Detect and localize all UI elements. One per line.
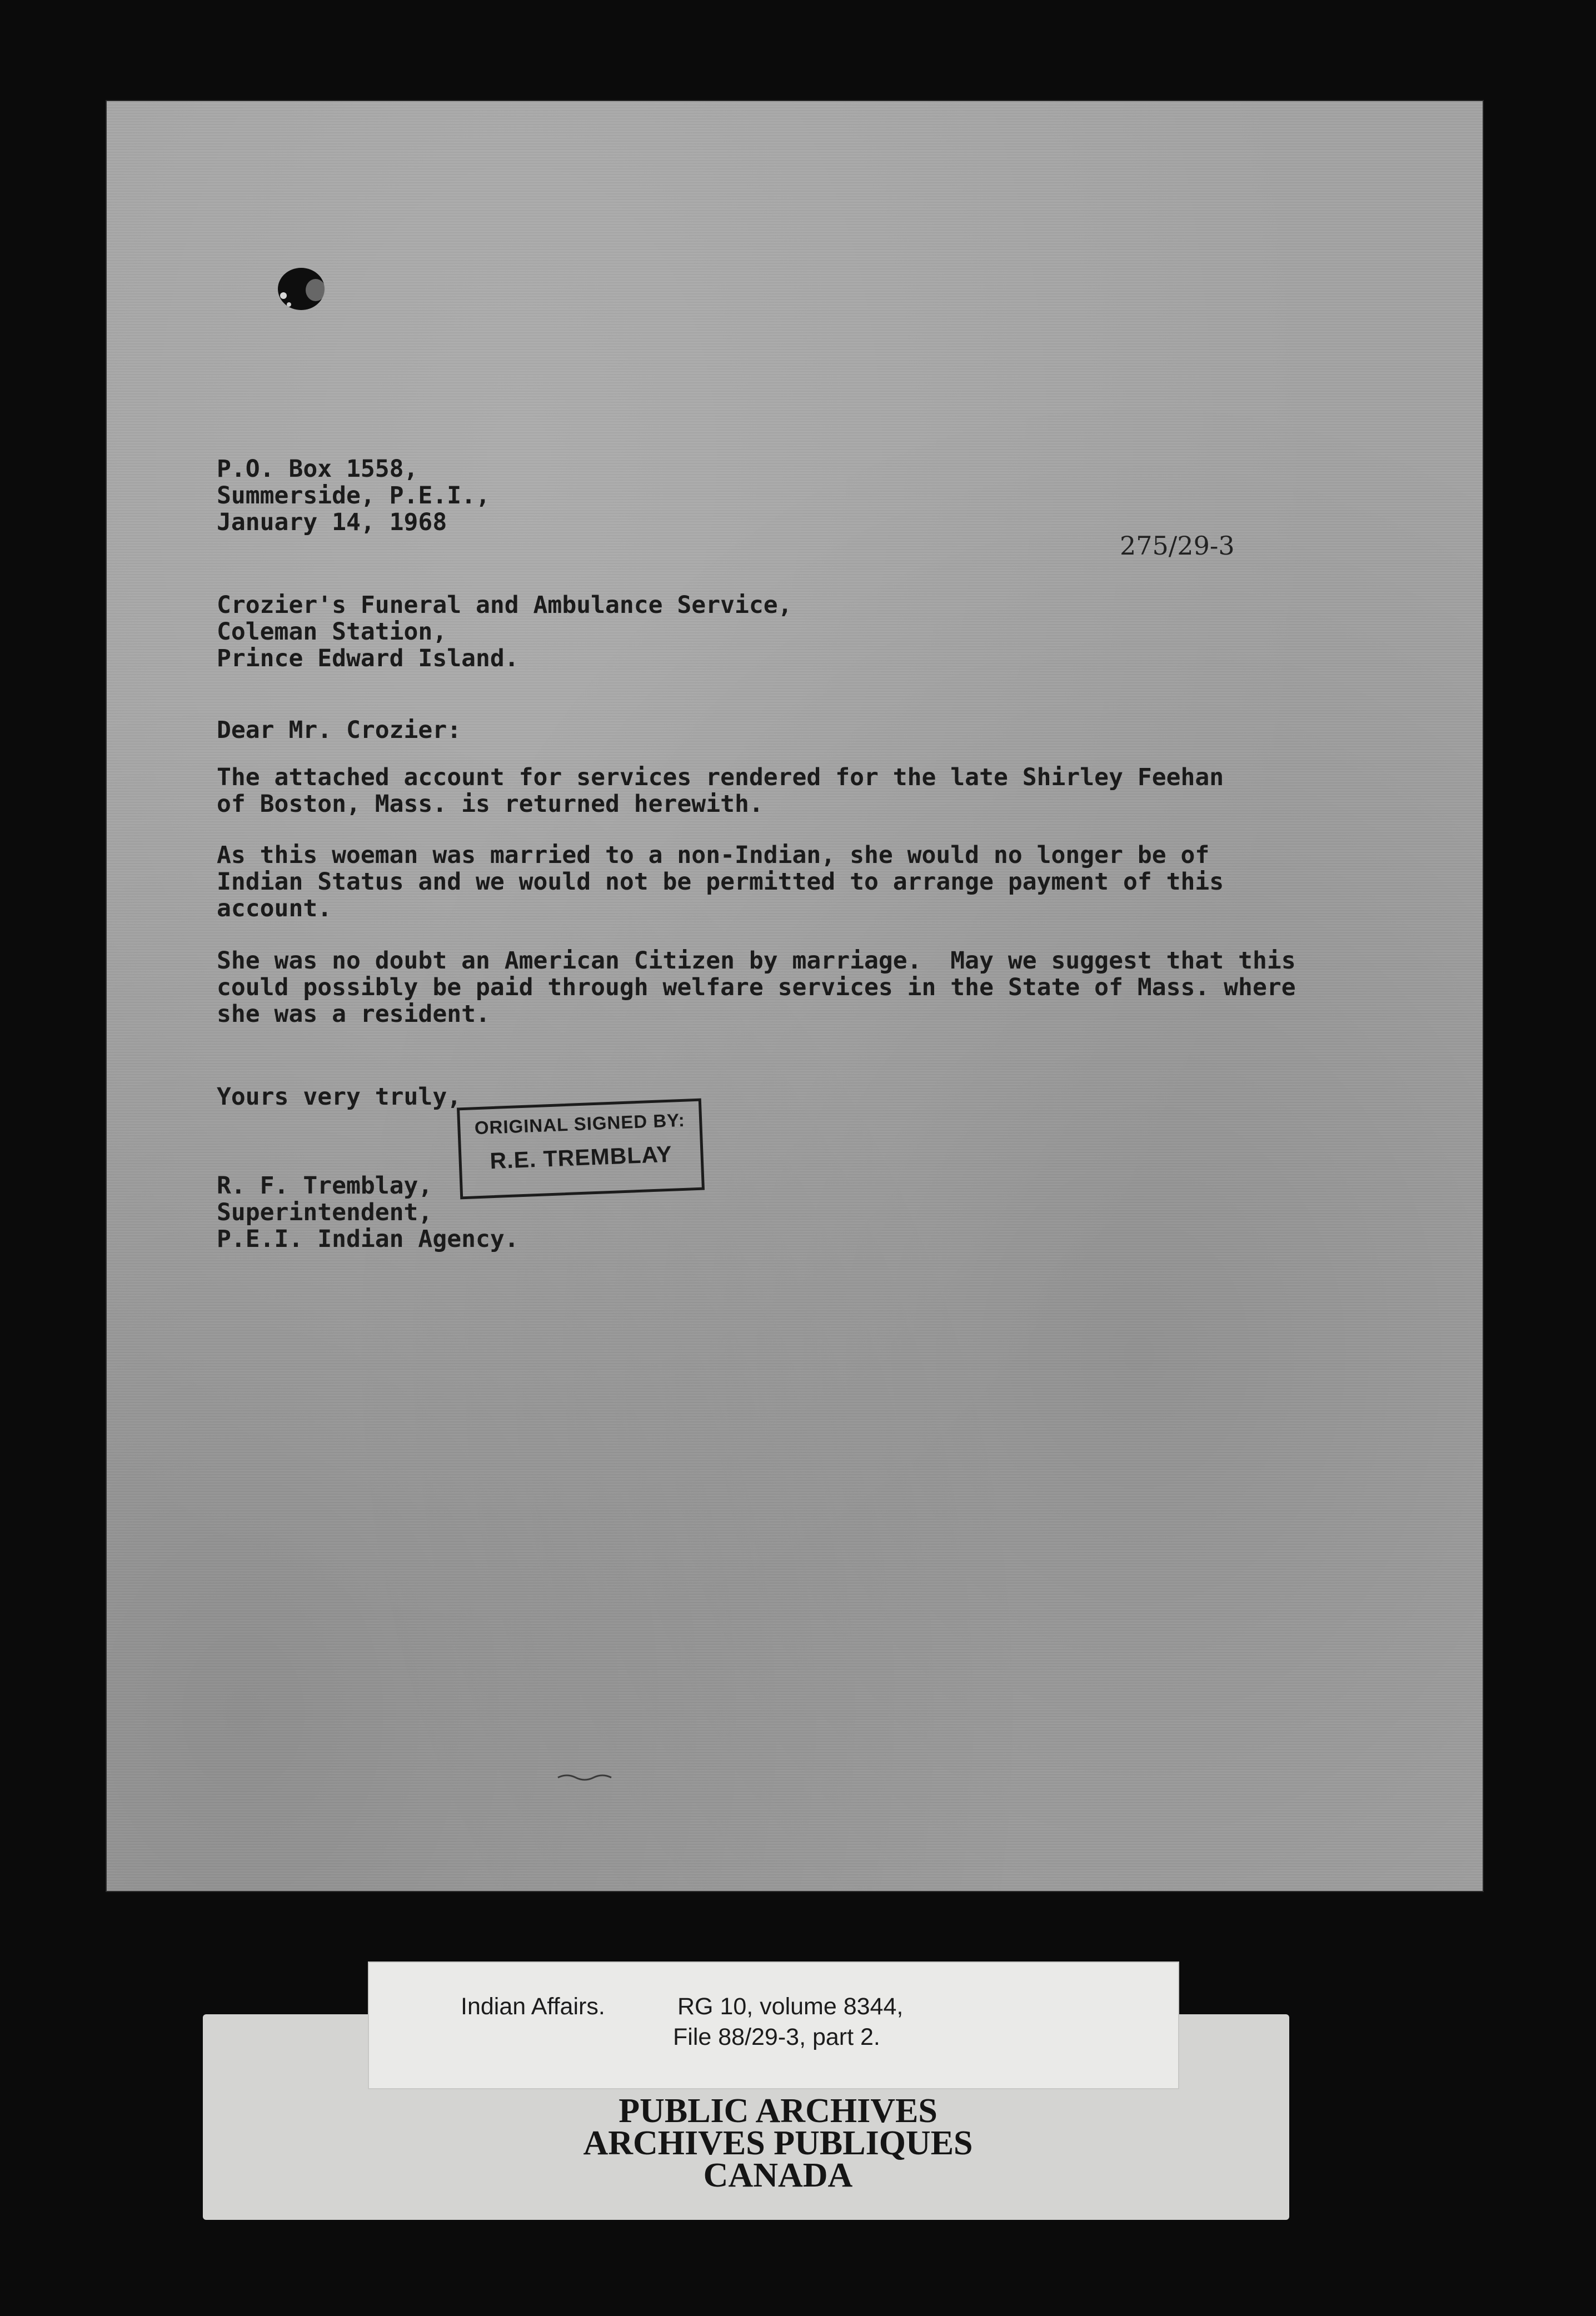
institution-line-country: CANADA <box>703 2157 853 2194</box>
salutation: Dear Mr. Crozier: <box>217 716 462 744</box>
original-signed-stamp <box>457 1099 705 1200</box>
recipient-address: Crozier's Funeral and Ambulance Service, Coleman Station, Prince Edward Island. <box>217 591 792 672</box>
bottom-smudge-icon <box>556 1770 622 1783</box>
letter-closing: Yours very truly, <box>217 1083 462 1111</box>
archives-institution-label <box>389 2092 1167 2194</box>
record-group-reference: RG 10, volume 8344, <box>677 1993 904 2020</box>
file-reference: File 88/29-3, part 2. <box>673 2024 880 2050</box>
letter-paragraph-1: The attached account for services rendered for the late Shirley Feehan of Boston, Mass. is returned herewith. <box>217 763 1224 818</box>
archive-reference-card <box>368 1961 1179 2089</box>
letter-paragraph-3: She was no doubt an American Citizen by marriage. May we suggest that this could possibly be paid through welfare services in the State of Mass. where she was a resident. <box>217 947 1296 1028</box>
file-number: 275/29-3 <box>1120 531 1235 561</box>
stamp-signatory: R.E. TREMBLAY <box>489 1141 673 1174</box>
letter-paragraph-2: As this woeman was married to a non-Indian, she would no longer be of Indian Status and we would not be permitted to arrange payment of this account. <box>217 841 1224 922</box>
collection-name: Indian Affairs. <box>461 1993 605 2020</box>
stamp-heading: ORIGINAL SIGNED BY: <box>474 1109 686 1139</box>
institution-line-en: PUBLIC ARCHIVES <box>619 2092 937 2130</box>
institution-line-fr: ARCHIVES PUBLIQUES <box>583 2124 973 2162</box>
punch-hole-icon <box>272 261 333 317</box>
return-address: P.O. Box 1558, Summerside, P.E.I., January 14, 1968 <box>217 455 490 536</box>
signature-block: R. F. Tremblay, Superintendent, P.E.I. Indian Agency. <box>217 1172 519 1253</box>
